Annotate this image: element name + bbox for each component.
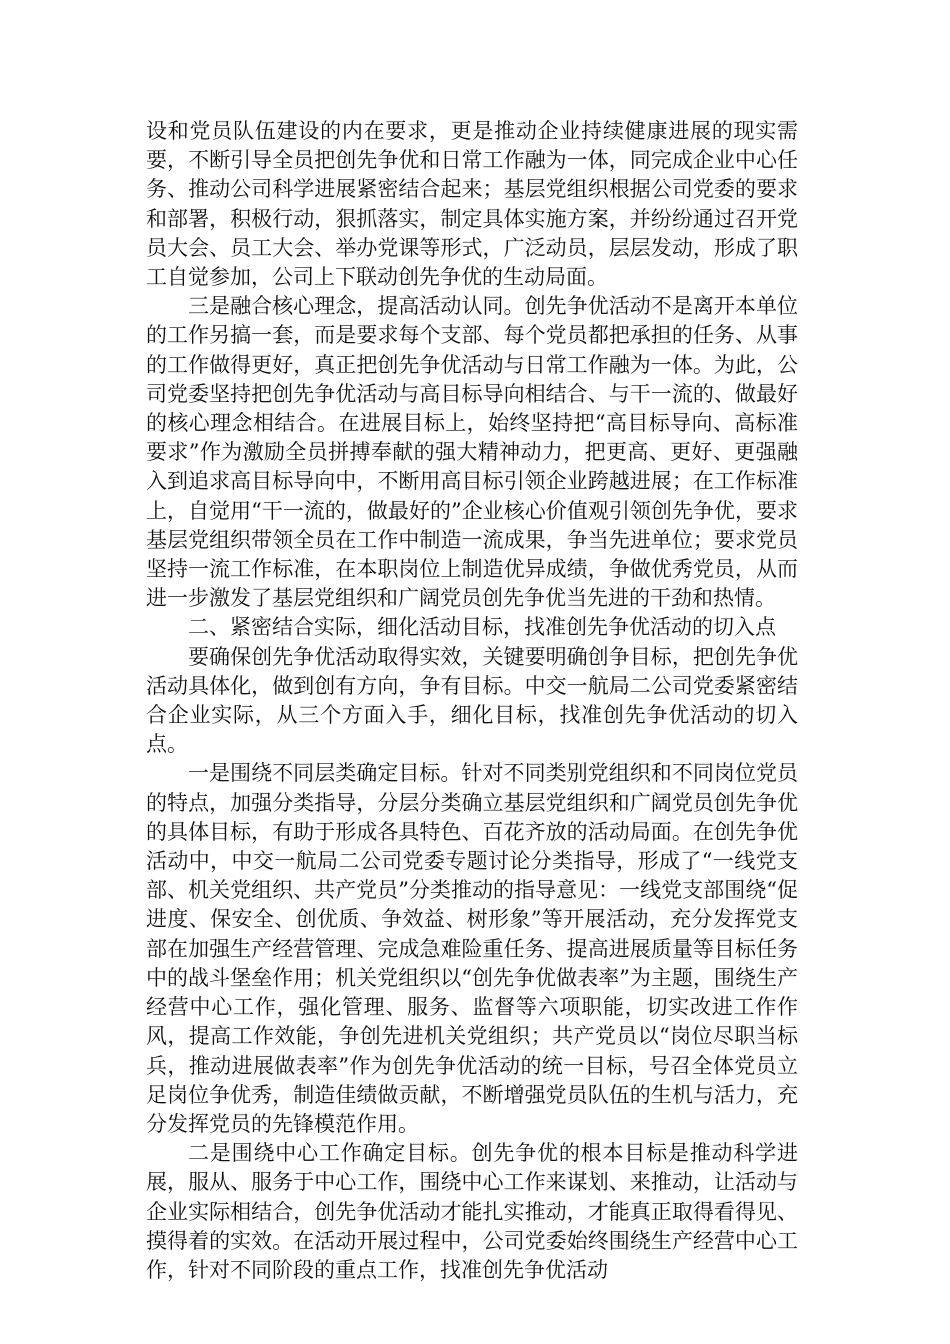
paragraph-clarify-goals: 要确保创先争优活动取得实效，关键要明确创争目标，把创先争优活动具体化，做到创有方向，争有目标。中交一航局二公司党委紧密结合企业实际，从三个方面入手，细化目标，找准创先争优活动的切入点。 [146, 644, 798, 757]
paragraph-central-work-goals: 二是围绕中心工作确定目标。创先争优的根本目标是推动科学进展，服从、服务于中心工作，围绕中心工作来谋划、来推动，让活动与企业实际相结合，创先争优活动才能扎实推动，才能真正取得看得见、摸得着的实效。在活动开展过程中，公司党委始终围绕生产经营中心工作，针对不同阶段的重点工作，找准创先争优活动 [146, 1141, 798, 1282]
paragraph-continued-intro: 设和党员队伍建设的内在要求，更是推动企业持续健康进展的现实需要，不断引导全员把创先争优和日常工作融为一体，同完成企业中心任务、推动公司科学进展紧密结合起来；基层党组织根据公司党委的要求和部署，积极行动，狠抓落实，制定具体实施方案，并纷纷通过召开党员大会、员工大会、举办党课等形式，广泛动员，层层发动，形成了职工自觉参加，公司上下联动创先争优的生动局面。 [146, 119, 798, 290]
section-heading-two: 二、紧密结合实际，细化活动目标，找准创先争优活动的切入点 [188, 615, 776, 640]
document-body [146, 117, 798, 1285]
paragraph-core-concept: 三是融合核心理念，提高活动认同。创先争优活动不是离开本单位的工作另搞一套，而是要求每个支部、每个党员都把承担的任务、从事的工作做得更好，真正把创先争优活动与日常工作融为一体。为此，公司党委坚持把创先争优活动与高目标导向相结合、与干一流的、做最好的核心理念相结合。在进展目标上，始终坚持把“高目标导向、高标准要求”作为激励全员拼搏奉献的强大精神动力，把更高、更好、更强融入到追求高目标导向中，不断用高目标引领企业跨越进展；在工作标准上，自觉用“干一流的，做最好的”企业核心价值观引领创先争优，要求基层党组织带领全员在工作中制造一流成果，争当先进单位；要求党员坚持一流工作标准，在本职岗位上制造优异成绩，争做优秀党员，从而进一步激发了基层党组织和广阔党员创先争优当先进的干劲和热情。 [146, 294, 798, 611]
paragraph-layered-goals: 一是围绕不同层类确定目标。针对不同类别党组织和不同岗位党员的特点，加强分类指导，分层分类确立基层党组织和广阔党员创先争优的具体目标，有助于形成各具特色、百花齐放的活动局面。在创先争优活动中，中交一航局二公司党委专题讨论分类指导，形成了“一线党支部、机关党组织、共产党员”分类推动的指导意见：一线党支部围绕“促进度、保安全、创优质、争效益、树形象”等开展活动，充分发挥党支部在加强生产经营管理、完成急难险重任务、提高进展质量等目标任务中的战斗堡垒作用；机关党组织以“创先争优做表率”为主题，围绕生产经营中心工作，强化管理、服务、监督等六项职能，切实改进工作作风，提高工作效能，争创先进机关党组织；共产党员以“岗位尽职当标兵，推动进展做表率”作为创先争优活动的统一目标，号召全体党员立足岗位争优秀，制造佳绩做贡献，不断增强党员队伍的生机与活力，充分发挥党员的先锋模范作用。 [146, 761, 798, 1136]
